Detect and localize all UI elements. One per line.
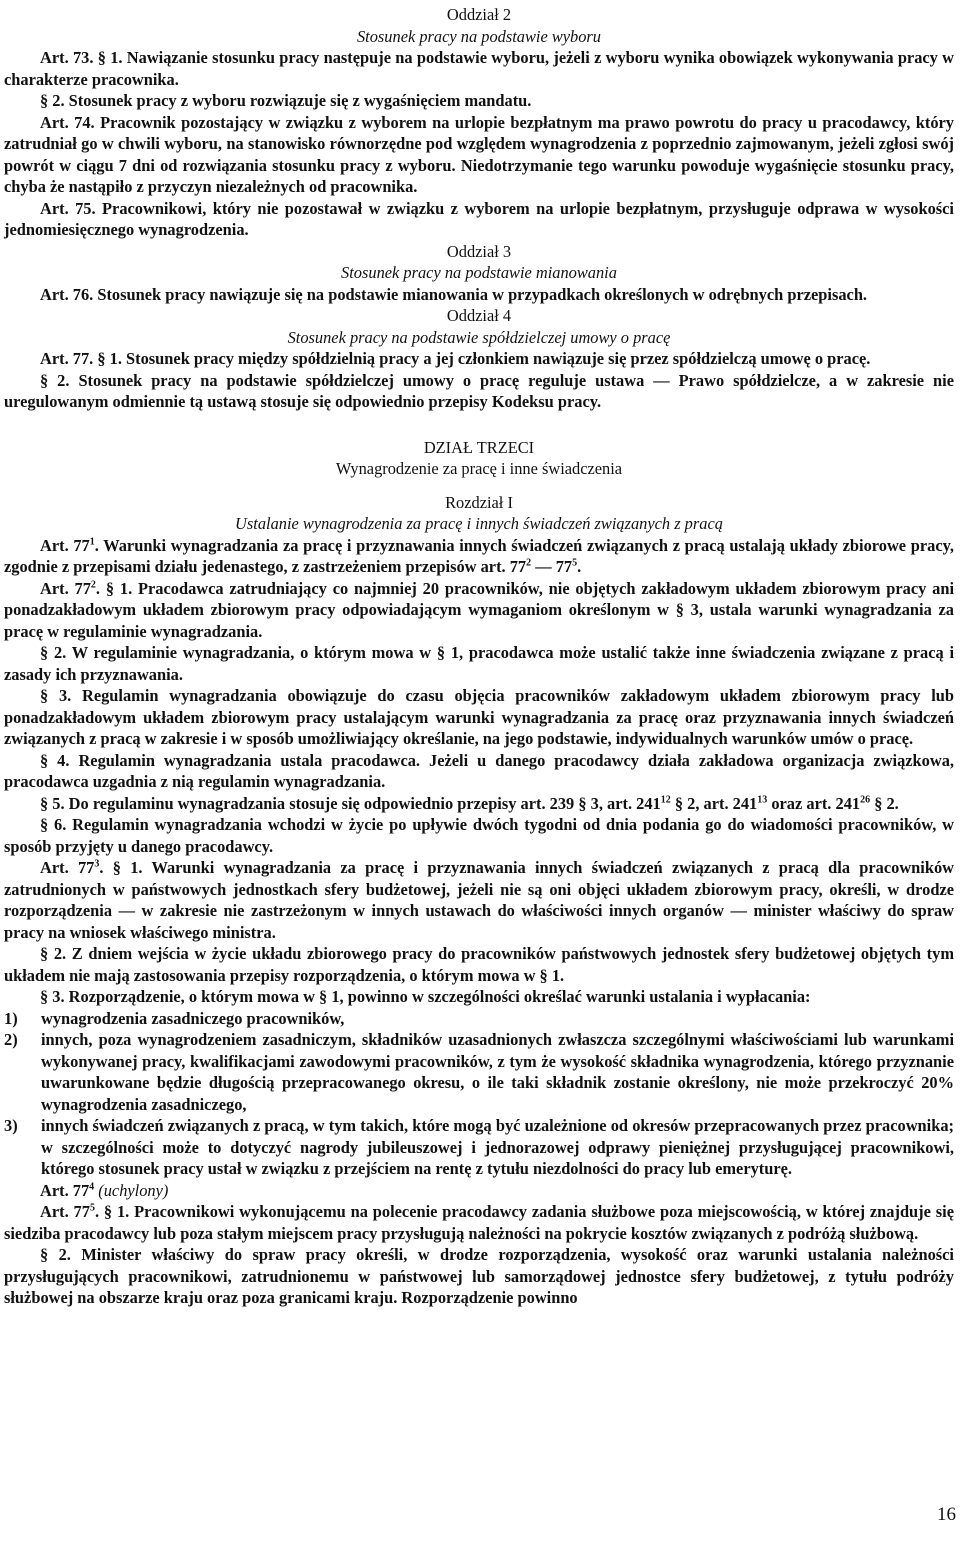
article-paragraph: § 5. Do regulaminu wynagradzania stosuje się odpowiednio przepisy art. 239 § 3, art. $241^{12}$ § 2, art. $241^{13}$ oraz art. $241^{26}$ § 2.: [40, 793, 899, 813]
article-paragraph: Art. 76. Stosunek pracy nawiązuje się na podstawie mianowania w przypadkach określonych w odrębnych przepisach.: [40, 284, 868, 304]
article-paragraph: § 3. Rozporządzenie, o którym mowa w § 1, powinno w szczególności określać warunki ustalania i wypłacania:: [40, 987, 811, 1006]
article-paragraph: Art. 77. § 1. Stosunek pracy między spółdzielnią pracy a jej członkiem nawiązuje się przez spółdzielczą umowę o pracę.: [40, 349, 871, 368]
section-heading: Oddział 4: [446, 306, 512, 325]
article-paragraph: Art. $77^4$ (uchylony): [40, 1180, 169, 1200]
chapter-heading: Rozdział I: [445, 492, 513, 512]
spacer: [4, 413, 954, 437]
article-paragraph: § 2. W regulaminie wynagradzania, o którym mowa w § 1, pracodawca może ustalić także inne świadczenia związane z pracą i zasady ich przyznawania.: [4, 643, 954, 684]
section-title: Stosunek pracy na podstawie wyboru: [356, 26, 601, 46]
article-paragraph: Art. 75. Pracownikowi, który nie pozostawał w związku z wyborem na urlopie bezpłatnym, przysługuje odprawa w wysokości jednomiesięcznego wynagrodzenia.: [4, 198, 954, 239]
article-paragraph: § 3. Regulamin wynagradzania obowiązuje do czasu objęcia pracowników zakładowym układem zbiorowym pracy lub ponadzakładowym układem zbiorowym pracy ustalającym warunki wynagradzania za pracę oraz przyznawania innych świadczeń związanych z pracą w zakresie i w sposób umożliwiający określanie, na jego podstawie, indywidualnych warunków umów o pracę.: [4, 686, 954, 748]
article-paragraph: § 2. Z dniem wejścia w życie układu zbiorowego pracy do pracowników państwowych jednostek sfery budżetowej objętych tym układem nie mają zastosowania przepisy rozporządzenia, o którym mowa w § 1.: [4, 944, 954, 985]
section-heading: Oddział 3: [446, 241, 512, 261]
list-item: 3) innych świadczeń związanych z pracą, w tym takich, które mogą być uzależnione od okresów przepracowanych przez pracownika; w szczególności może to dotyczyć nagrody jubileuszowej i jednorazowej odprawy pieniężnej przysługującej pracownikowi, którego stosunek pracy ustał w związku z przejściem na rentę z tytułu niezdolności do pracy lub emeryturę.: [4, 1116, 954, 1178]
section-title: Stosunek pracy na podstawie mianowania: [341, 263, 617, 282]
article-paragraph: § 6. Regulamin wynagradzania wchodzi w życie po upływie dwóch tygodni od dnia podania go do wiadomości pracowników, w sposób przyjęty u danego pracodawcy.: [4, 815, 954, 856]
article-paragraph: § 2. Stosunek pracy na podstawie spółdzielczej umowy o pracę reguluje ustawa — Prawo spółdzielcze, a w zakresie nie uregulowanym odmiennie tą ustawą stosuje się odpowiednio przepisy Kodeksu pracy.: [4, 370, 954, 411]
division-title: Wynagrodzenie za pracę i inne świadczenia: [335, 459, 623, 478]
list-item: 2) innych, poza wynagrodzeniem zasadniczym, składników uzasadnionych zwłaszcza szczególnymi właściwościami lub warunkami wykonywanej pracy, kwalifikacjami zawodowymi pracowników, z tym że wysokość składnika wynagrodzenia, którego przyznanie uwarunkowane będzie długością przepracowanego okresu, o ile taki składnik zostanie określony, nie może przekroczyć 20% wynagrodzenia zasadniczego,: [4, 1030, 954, 1114]
article-paragraph: § 4. Regulamin wynagradzania ustala pracodawca. Jeżeli u danego pracodawcy działa zakładowa organizacja związkowa, pracodawca uzgadnia z nią regulamin wynagradzania.: [4, 750, 954, 791]
section-title: Stosunek pracy na podstawie spółdzielczej umowy o pracę: [287, 327, 671, 347]
article-paragraph: Art. 74. Pracownik pozostający w związku z wyborem na urlopie bezpłatnym ma prawo powrotu do pracy u pracodawcy, który zatrudniał go w chwili wyboru, na stanowisko równorzędne pod względem wynagrodzenia z poprzednio zajmowanym, jeżeli zgłosi swój powrót w ciągu 7 dni od rozwiązania stosunku pracy z wyboru. Niedotrzymanie tego warunku powoduje wygaśnięcie stosunku pracy, chyba że nastąpiło z przyczyn niezależnych od pracownika.: [4, 112, 954, 196]
article-paragraph: Art. $77^5$. § 1. Pracownikowi wykonującemu na polecenie pracodawcy zadania służbowe poza miejscowością, w której znajduje się siedziba pracodawcy lub poza stałym miejscem pracy przysługują należności na pokrycie kosztów związanych z podróżą służbową.: [4, 1202, 954, 1243]
article-paragraph: § 2. Stosunek pracy z wyboru rozwiązuje się z wygaśnięciem mandatu.: [40, 91, 532, 110]
article-paragraph: Art. 73. § 1. Nawiązanie stosunku pracy następuje na podstawie wyboru, jeżeli z wyboru wynika obowiązek wykonywania pracy w charakterze pracownika.: [4, 48, 954, 89]
document-page: [4, 4, 954, 1309]
article-paragraph: § 2. Minister właściwy do spraw pracy określi, w drodze rozporządzenia, wysokość oraz warunki ustalania należności przysługujących pracownikowi, zatrudnionemu w państwowej lub samorządowej jednostce sfery budżetowej, z tytułu podróży służbowej na obszarze kraju oraz poza granicami kraju. Rozporządzenie powinno: [4, 1245, 954, 1307]
section-heading: Oddział 2: [446, 5, 512, 24]
article-paragraph: Art. $77^1$. Warunki wynagradzania za pracę i przyznawania innych świadczeń związanych z pracą ustalają układy zbiorowe pracy, zgodnie z przepisami działu jedenastego, z zastrzeżeniem przepisów art. $77^2$ — $77^5$.: [4, 535, 955, 576]
list-item: 1) wynagrodzenia zasadniczego pracowników,: [4, 1008, 345, 1028]
article-paragraph: Art. $77^2$. § 1. Pracodawca zatrudniający co najmniej 20 pracowników, nie objętych zakładowym układem zbiorowym pracy ani ponadzakładowym układem zbiorowym pracy odpowiadającym wymaganiom określonym w § 3, ustala warunki wynagradzania za pracę w regulaminie wynagradzania.: [4, 578, 954, 641]
article-paragraph: Art. $77^3$. § 1. Warunki wynagradzania za pracę i przyznawania innych świadczeń związanych z pracą dla pracowników zatrudnionych w państwowych jednostkach sfery budżetowej, jeżeli nie są oni objęci układem zbiorowym pracy, określi, w drodze rozporządzenia — w zakresie nie zastrzeżonym w innych ustawach do właściwości innych organów — minister właściwy do spraw pracy na wniosek właściwego ministra.: [4, 858, 955, 942]
page-number: 16: [937, 1504, 956, 1525]
division-heading: DZIAŁ TRZECI: [423, 437, 535, 457]
chapter-title: Ustalanie wynagrodzenia za pracę i innych świadczeń związanych z pracą: [235, 514, 723, 533]
